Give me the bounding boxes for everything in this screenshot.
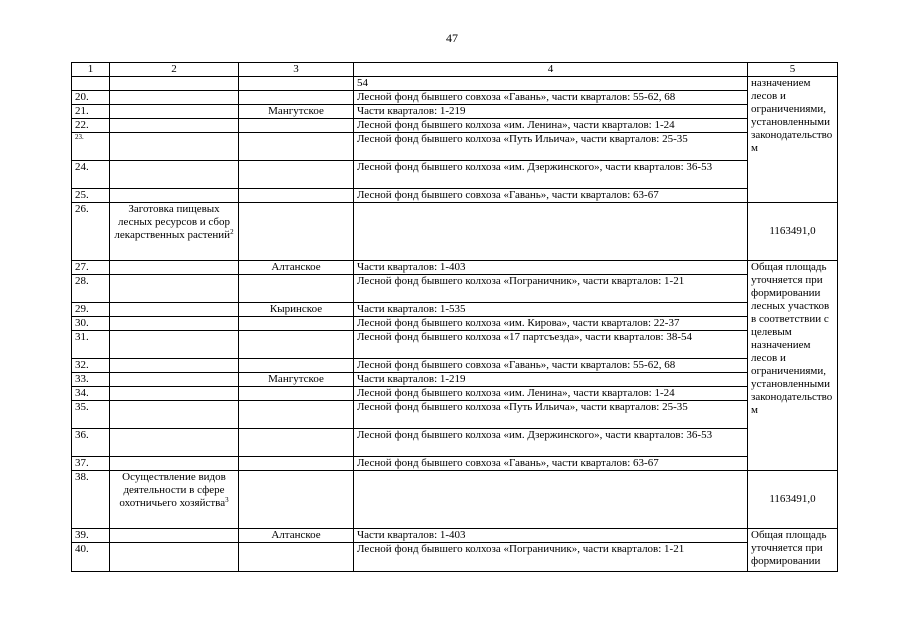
activity-name (110, 261, 239, 275)
row-number: 21. (72, 105, 110, 119)
table-row (72, 189, 838, 203)
table-row (72, 373, 838, 387)
district-name (239, 331, 354, 359)
location-text: Части кварталов: 1-535 (354, 303, 748, 317)
district-name (239, 387, 354, 401)
activity-name (110, 429, 239, 457)
location-text: Части кварталов: 1-403 (354, 261, 748, 275)
location-text: Лесной фонд бывшего колхоза «17 партсъезда», части кварталов: 38-54 (354, 331, 748, 359)
header-cell-5: 5 (748, 63, 838, 77)
location-text (354, 203, 748, 261)
row-number: 35. (72, 401, 110, 429)
location-text: Лесной фонд бывшего колхоза «Путь Ильича», части кварталов: 25-35 (354, 401, 748, 429)
table-row (72, 457, 838, 471)
footnote-ref: 3 (225, 496, 229, 504)
table-row (72, 359, 838, 373)
activity-name (110, 275, 239, 303)
row-number: 27. (72, 261, 110, 275)
table-row (72, 161, 838, 189)
activity-name (110, 543, 239, 572)
activity-name (110, 119, 239, 133)
activity-name (110, 203, 239, 261)
activity-name (110, 189, 239, 203)
location-text (354, 471, 748, 529)
district-name (239, 471, 354, 529)
location-text: Лесной фонд бывшего колхоза «Пограничник», части кварталов: 1-21 (354, 275, 748, 303)
table-header-row (72, 63, 838, 77)
page-number: 47 (446, 31, 458, 45)
district-name: Алтанское (239, 529, 354, 543)
activity-name-text: Заготовка пищевых лесных ресурсов и сбор лекарственных растений (114, 203, 231, 241)
location-text: Лесной фонд бывшего колхоза «им. Дзержинского», части кварталов: 36-53 (354, 161, 748, 189)
location-text: Лесной фонд бывшего совхоза «Гавань», части кварталов: 63-67 (354, 457, 748, 471)
activity-name (110, 359, 239, 373)
location-text: Лесной фонд бывшего совхоза «Гавань», части кварталов: 55-62, 68 (354, 91, 748, 105)
district-name: Кыринское (239, 303, 354, 317)
district-name: Мангутское (239, 105, 354, 119)
header-cell-3: 3 (239, 63, 354, 77)
table-row (72, 471, 838, 529)
table-row (72, 331, 838, 359)
row-number: 34. (72, 387, 110, 401)
location-text: Лесной фонд бывшего колхоза «им. Дзержинского», части кварталов: 36-53 (354, 429, 748, 457)
location-text: Части кварталов: 1-219 (354, 105, 748, 119)
area-value: 1163491,0 (748, 471, 838, 529)
row-number: 29. (72, 303, 110, 317)
row-number: 25. (72, 189, 110, 203)
table-row (72, 317, 838, 331)
row-number: 23. (72, 133, 110, 161)
activity-name (110, 303, 239, 317)
district-name (239, 359, 354, 373)
district-name (239, 133, 354, 161)
activity-name-text: Осуществление видов деятельности в сфере охотничьего хозяйства (119, 471, 226, 509)
activity-name (110, 161, 239, 189)
header-cell-1: 1 (72, 63, 110, 77)
row-number: 38. (72, 471, 110, 529)
footnote-ref: 2 (230, 228, 234, 236)
row-number: 31. (72, 331, 110, 359)
location-text: Лесной фонд бывшего колхоза «им. Ленина», части кварталов: 1-24 (354, 119, 748, 133)
district-name (239, 77, 354, 91)
row-number: 28. (72, 275, 110, 303)
district-name (239, 317, 354, 331)
row-number: 22. (72, 119, 110, 133)
activity-name (110, 471, 239, 529)
table-row (72, 303, 838, 317)
row-number: 26. (72, 203, 110, 261)
district-name (239, 189, 354, 203)
table-row (72, 429, 838, 457)
table-row (72, 261, 838, 275)
district-name (239, 161, 354, 189)
district-name (239, 543, 354, 572)
location-text: Лесной фонд бывшего колхоза «Пограничник», части кварталов: 1-21 (354, 543, 748, 572)
district-name (239, 119, 354, 133)
row-number: 33. (72, 373, 110, 387)
table-row (72, 387, 838, 401)
table-row (72, 119, 838, 133)
activity-name (110, 387, 239, 401)
district-name (239, 91, 354, 105)
location-text: Лесной фонд бывшего колхоза «им. Ленина», части кварталов: 1-24 (354, 387, 748, 401)
row-number (72, 77, 110, 91)
location-text: Части кварталов: 1-219 (354, 373, 748, 387)
header-cell-4: 4 (354, 63, 748, 77)
location-text: 54 (354, 77, 748, 91)
area-value: 1163491,0 (748, 203, 838, 261)
row-number: 39. (72, 529, 110, 543)
table-row (72, 91, 838, 105)
row-number: 36. (72, 429, 110, 457)
table-row (72, 529, 838, 543)
activity-name (110, 373, 239, 387)
location-text: Лесной фонд бывшего совхоза «Гавань», части кварталов: 55-62, 68 (354, 359, 748, 373)
row-number: 32. (72, 359, 110, 373)
note-cell: Общая площадь уточняется при формировании (748, 529, 838, 572)
activity-name (110, 457, 239, 471)
row-number: 30. (72, 317, 110, 331)
header-cell-2: 2 (110, 63, 239, 77)
district-name (239, 275, 354, 303)
activity-name (110, 91, 239, 105)
district-name (239, 203, 354, 261)
table-row (72, 77, 838, 91)
row-number: 20. (72, 91, 110, 105)
activity-name (110, 105, 239, 119)
row-number: 37. (72, 457, 110, 471)
activity-name (110, 133, 239, 161)
location-text: Лесной фонд бывшего колхоза «Путь Ильича», части кварталов: 25-35 (354, 133, 748, 161)
note-cell: Общая площадь уточняется при формировании лесных участков в соответствии с целевым назначением лесов и ограничениями, установленными законодательство м (748, 261, 838, 471)
district-name (239, 429, 354, 457)
table-row (72, 275, 838, 303)
location-text: Лесной фонд бывшего колхоза «им. Кирова», части кварталов: 22-37 (354, 317, 748, 331)
location-text: Части кварталов: 1-403 (354, 529, 748, 543)
activity-name (110, 77, 239, 91)
activity-name (110, 529, 239, 543)
table-row (72, 203, 838, 261)
table-row (72, 133, 838, 161)
table-row (72, 401, 838, 429)
district-name: Мангутское (239, 373, 354, 387)
forest-use-table (71, 62, 838, 572)
district-name (239, 457, 354, 471)
activity-name (110, 401, 239, 429)
activity-name (110, 317, 239, 331)
table-row (72, 105, 838, 119)
activity-name (110, 331, 239, 359)
location-text: Лесной фонд бывшего совхоза «Гавань», части кварталов: 63-67 (354, 189, 748, 203)
district-name: Алтанское (239, 261, 354, 275)
row-number: 24. (72, 161, 110, 189)
district-name (239, 401, 354, 429)
row-number: 40. (72, 543, 110, 572)
table-row (72, 543, 838, 572)
note-cell: назначением лесов и ограничениями, установленными законодательство м (748, 77, 838, 203)
